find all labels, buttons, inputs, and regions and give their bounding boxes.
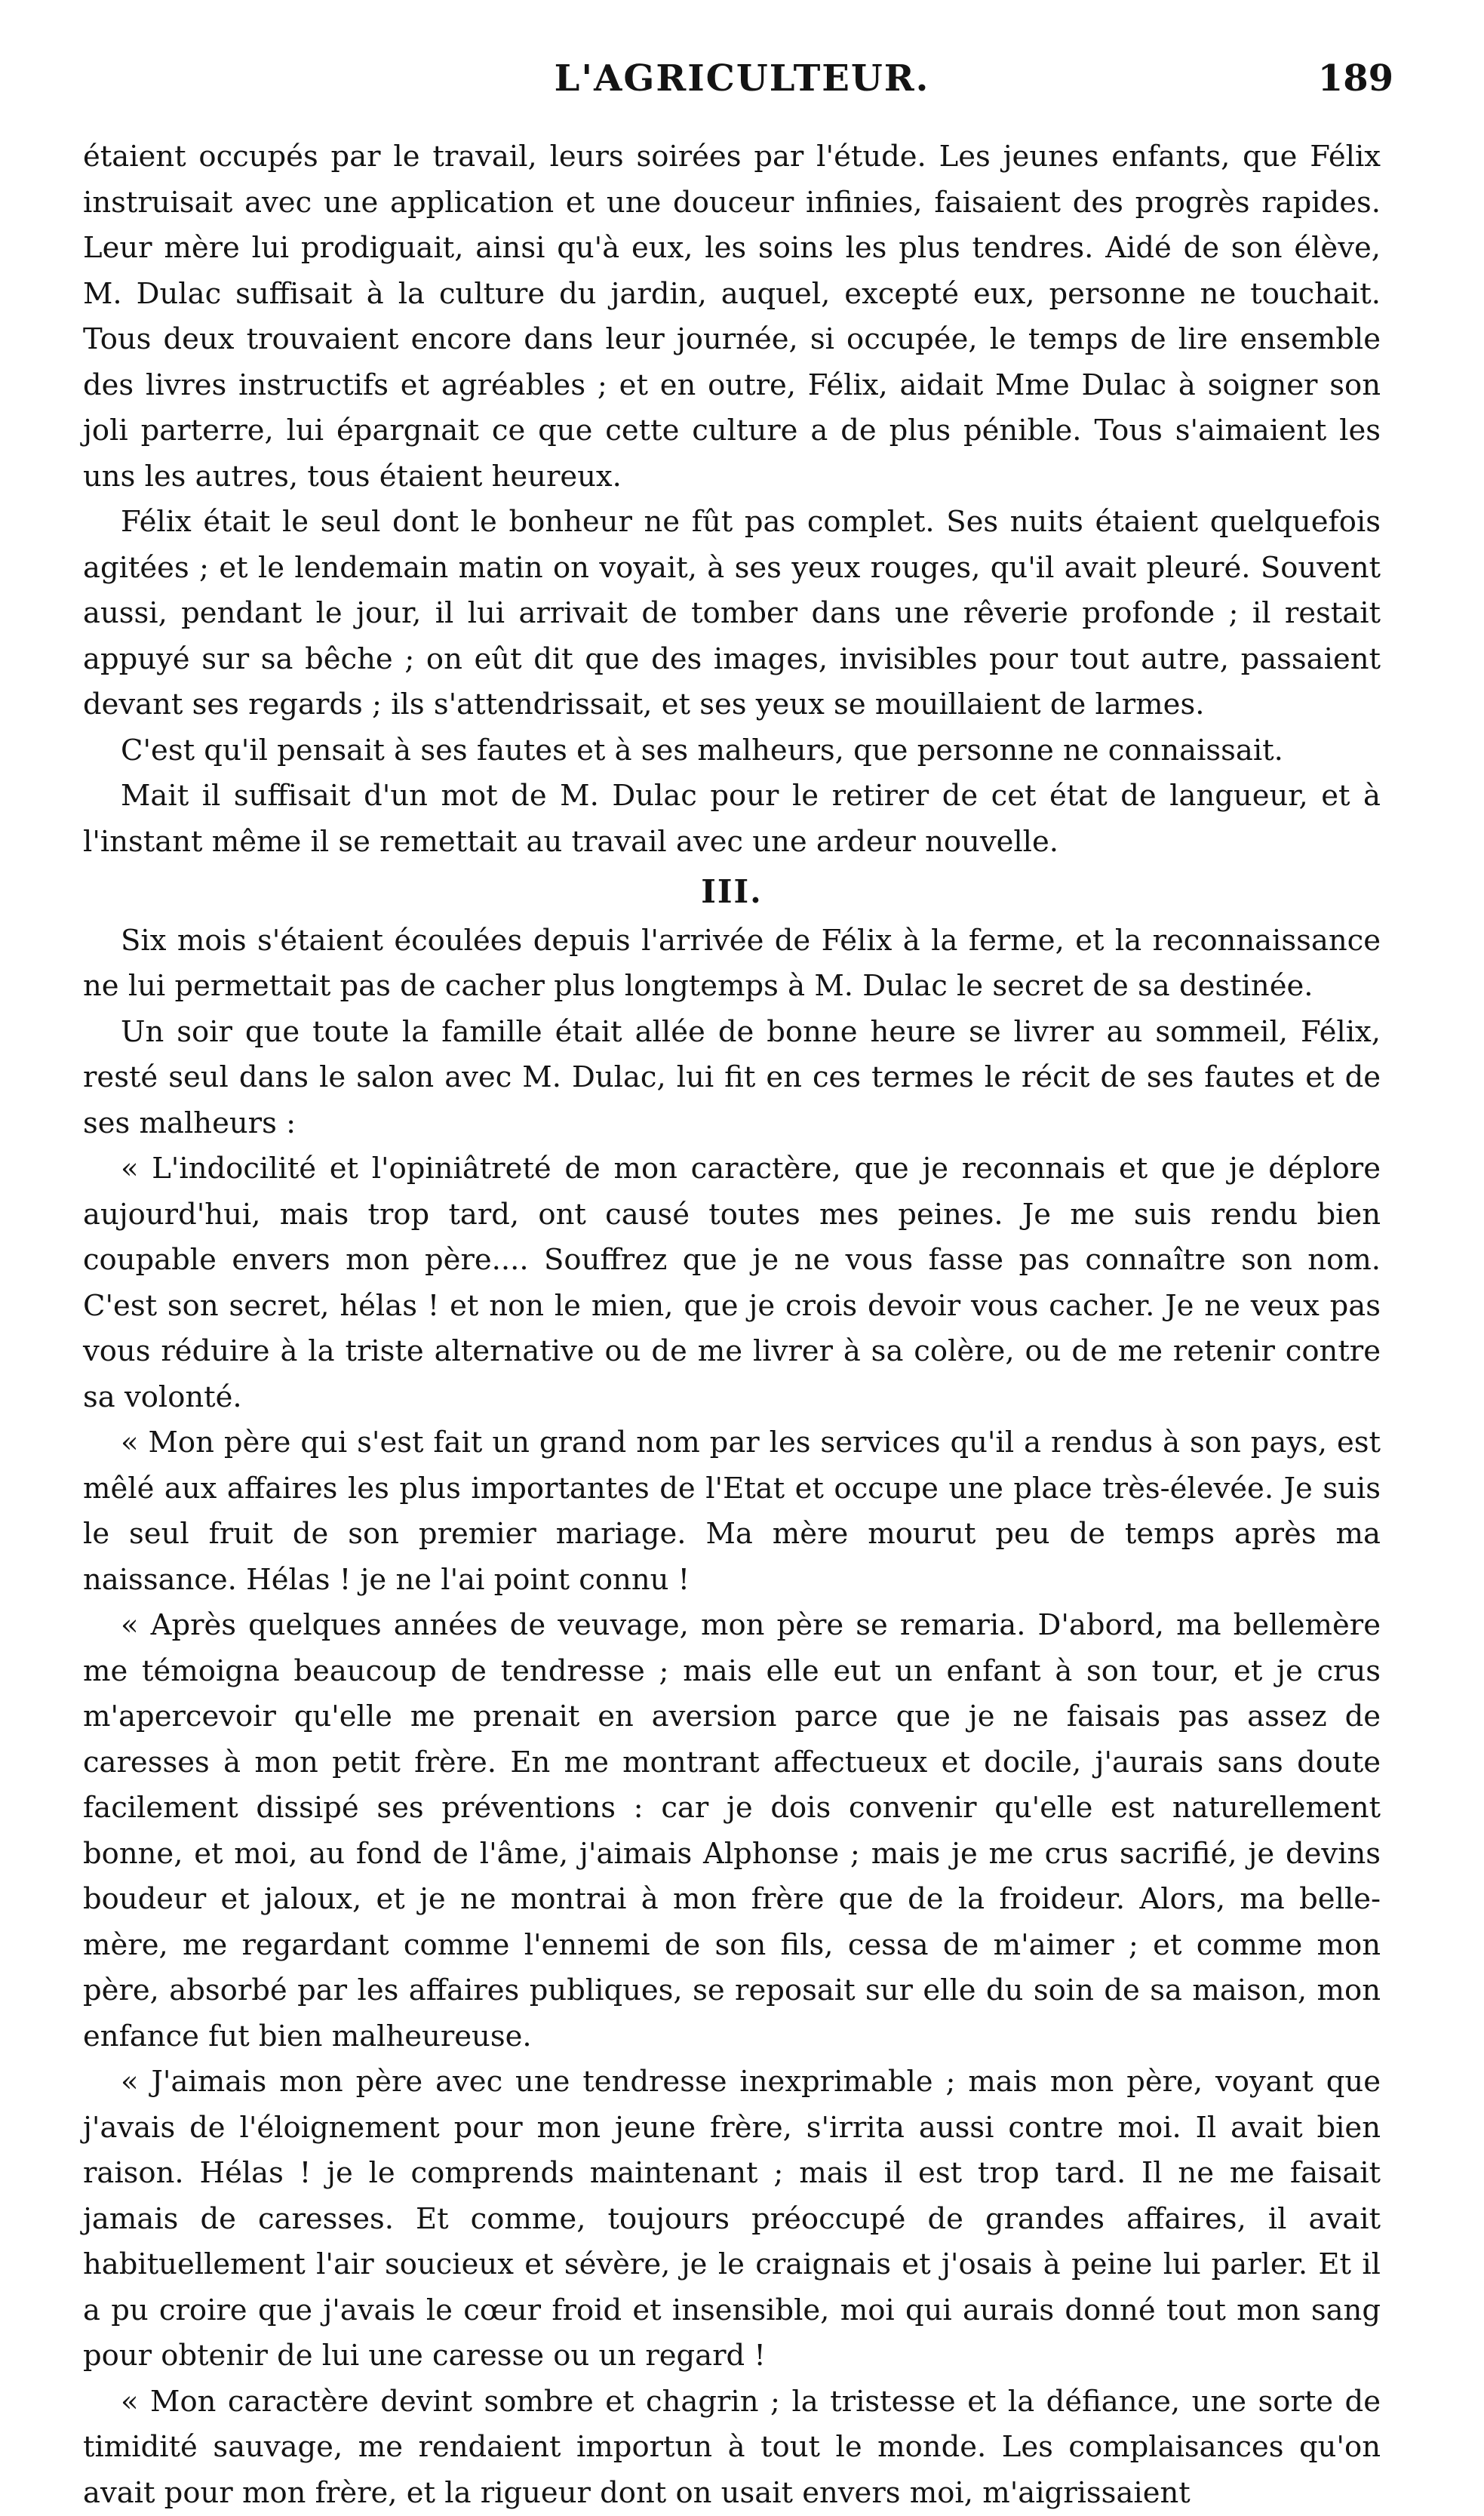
running-title: L'AGRICULTEUR.	[91, 57, 1393, 100]
page-header	[91, 53, 1393, 113]
paragraph: « L'indocilité et l'opiniâtreté de mon caractère, que je reconnais et que je déplore aujourd'hui, mais trop tard, ont causé toutes mes peines. Je me suis rendu bien coupable envers mon père.... Souffrez que je ne vous fasse pas connaître son nom. C'est son secret, hélas ! et non le mien, que je crois devoir vous cacher. Je ne veux pas vous réduire à la triste alternative ou de me livrer à sa colère, ou de me retenir contre sa volonté.	[83, 1146, 1381, 1420]
paragraph: Félix était le seul dont le bonheur ne fût pas complet. Ses nuits étaient quelquefois agitées ; et le lendemain matin on voyait, à ses yeux rouges, qu'il avait pleuré. Souvent aussi, pendant le jour, il lui arrivait de tomber dans une rêverie profonde ; il restait appuyé sur sa bêche ; on eût dit que des images, invisibles pour tout autre, passaient devant ses regards ; ils s'attendrissait, et ses yeux se mouillaient de larmes.	[83, 500, 1381, 728]
page-number: 189	[1318, 57, 1393, 100]
body-text	[83, 134, 1381, 2516]
paragraph: étaient occupés par le travail, leurs soirées par l'étude. Les jeunes enfants, que Félix instruisait avec une application et une douceur infinies, faisaient des progrès rapides. Leur mère lui prodiguait, ainsi qu'à eux, les soins les plus tendres. Aidé de son élève, M. Dulac suffisait à la culture du jardin, auquel, excepté eux, personne ne touchait. Tous deux trouvaient encore dans leur journée, si occupée, le temps de lire ensemble des livres instructifs et agréables ; et en outre, Félix, aidait Mme Dulac à soigner son joli parterre, lui épargnait ce que cette culture a de plus pénible. Tous s'aimaient les uns les autres, tous étaient heureux.	[83, 134, 1381, 500]
paragraph: « J'aimais mon père avec une tendresse inexprimable ; mais mon père, voyant que j'avais de l'éloignement pour mon jeune frère, s'irrita aussi contre moi. Il avait bien raison. Hélas ! je le comprends maintenant ; mais il est trop tard. Il ne me faisait jamais de caresses. Et comme, toujours préoccupé de grandes affaires, il avait habituellement l'air soucieux et sévère, je le craignais et j'osais à peine lui parler. Et il a pu croire que j'avais le cœur froid et insensible, moi qui aurais donné tout mon sang pour obtenir de lui une caresse ou un regard !	[83, 2059, 1381, 2379]
paragraph: « Mon père qui s'est fait un grand nom par les services qu'il a rendus à son pays, est mêlé aux affaires les plus importantes de l'Etat et occupe une place très-élevée. Je suis le seul fruit de son premier mariage. Ma mère mourut peu de temps après ma naissance. Hélas ! je ne l'ai point connu !	[83, 1420, 1381, 1603]
paragraph: Un soir que toute la famille était allée de bonne heure se livrer au sommeil, Félix, resté seul dans le salon avec M. Dulac, lui fit en ces termes le récit de ses fautes et de ses malheurs :	[83, 1010, 1381, 1147]
paragraph: C'est qu'il pensait à ses fautes et à ses malheurs, que personne ne connaissait.	[83, 728, 1381, 774]
section-number: III.	[83, 869, 1381, 915]
paragraph: Six mois s'étaient écoulées depuis l'arrivée de Félix à la ferme, et la reconnaissance ne lui permettait pas de cacher plus longtemps à M. Dulac le secret de sa destinée.	[83, 918, 1381, 1010]
paragraph: « Après quelques années de veuvage, mon père se remaria. D'abord, ma bellemère me témoigna beaucoup de tendresse ; mais elle eut un enfant à son tour, et je crus m'apercevoir qu'elle me prenait en aversion parce que je ne faisais pas assez de caresses à mon petit frère. En me montrant affectueux et docile, j'aurais sans doute facilement dissipé ses préventions : car je dois convenir qu'elle est naturellement bonne, et moi, au fond de l'âme, j'aimais Alphonse ; mais je me crus sacrifié, je devins boudeur et jaloux, et je ne montrai à mon frère que de la froideur. Alors, ma belle-mère, me regardant comme l'ennemi de son fils, cessa de m'aimer ; et comme mon père, absorbé par les affaires publiques, se reposait sur elle du soin de sa maison, mon enfance fut bien malheureuse.	[83, 1603, 1381, 2059]
paragraph: « Mon caractère devint sombre et chagrin ; la tristesse et la défiance, une sorte de timidité sauvage, me rendaient importun à tout le monde. Les complaisances qu'on avait pour mon frère, et la rigueur dont on usait envers moi, m'aigrissaient	[83, 2379, 1381, 2516]
paragraph: Mait il suffisait d'un mot de M. Dulac pour le retirer de cet état de langueur, et à l'instant même il se remettait au travail avec une ardeur nouvelle.	[83, 774, 1381, 865]
